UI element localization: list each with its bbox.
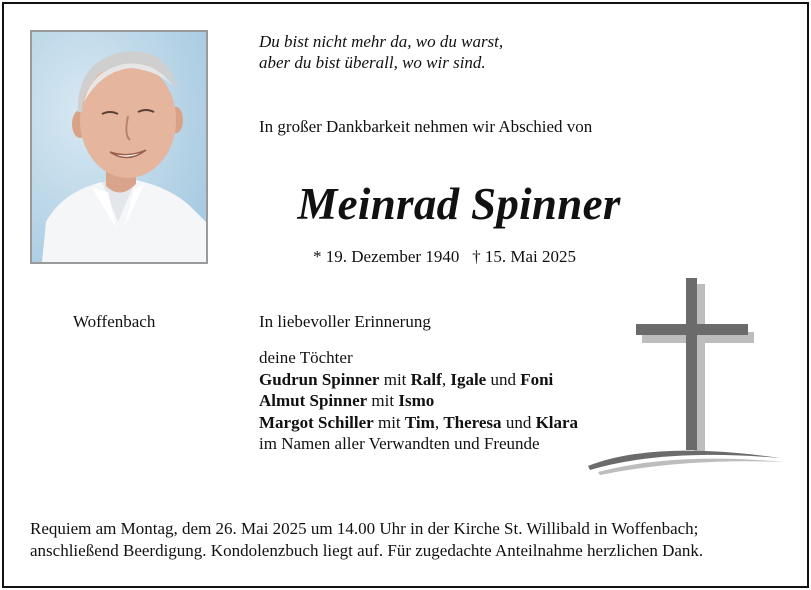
birth-date: * 19. Dezember 1940: [313, 247, 460, 266]
service-info-line-2: anschließend Beerdigung. Kondolenzbuch liegt auf. Für zugedachte Anteilnahme herzlichen Dank.: [30, 541, 704, 560]
memory-line: In liebevoller Erinnerung: [259, 312, 431, 331]
connector-text: und: [486, 369, 521, 389]
quote-line-1: Du bist nicht mehr da, wo du warst,: [259, 32, 504, 51]
mourner-partner: Foni: [520, 369, 554, 389]
mourner-daughter: Almut Spinner: [259, 391, 368, 411]
mourners-heading: deine Töchter: [259, 348, 353, 367]
connector-text: und: [501, 412, 536, 432]
mourner-line: [259, 412, 578, 434]
mourner-partner: Igale: [450, 369, 487, 389]
mourner-partner: Theresa: [443, 412, 502, 432]
deceased-name: Meinrad Spinner: [297, 179, 621, 229]
mourner-partner: Ismo: [398, 391, 435, 411]
memorial-quote: [259, 31, 503, 73]
connector-text: mit: [367, 391, 399, 411]
mourner-partner: Klara: [535, 412, 579, 432]
cross-icon: [584, 272, 789, 482]
life-dates: [313, 247, 576, 267]
connector-text: mit: [379, 369, 411, 389]
mourners-list: [259, 347, 578, 455]
death-date: † 15. Mai 2025: [472, 247, 576, 266]
place-name: Woffenbach: [73, 312, 156, 331]
mourner-line: [259, 369, 578, 391]
quote-line-2: aber du bist überall, wo wir sind.: [259, 53, 486, 72]
connector-text: ,: [434, 412, 444, 432]
mourner-daughter: Margot Schiller: [259, 412, 374, 432]
mourner-line: [259, 390, 578, 412]
service-info-line-1: Requiem am Montag, dem 26. Mai 2025 um 14.00 Uhr in der Kirche St. Willibald in Woffenbach;: [30, 519, 699, 538]
mourner-daughter: Gudrun Spinner: [259, 369, 380, 389]
connector-text: mit: [373, 412, 405, 432]
farewell-intro: In großer Dankbarkeit nehmen wir Abschied von: [259, 117, 593, 136]
mourners-closing: im Namen aller Verwandten und Freunde: [259, 434, 540, 454]
mourner-partner: Tim: [404, 412, 435, 432]
connector-text: ,: [441, 369, 451, 389]
service-info: [30, 518, 703, 562]
mourner-partner: Ralf: [410, 369, 442, 389]
